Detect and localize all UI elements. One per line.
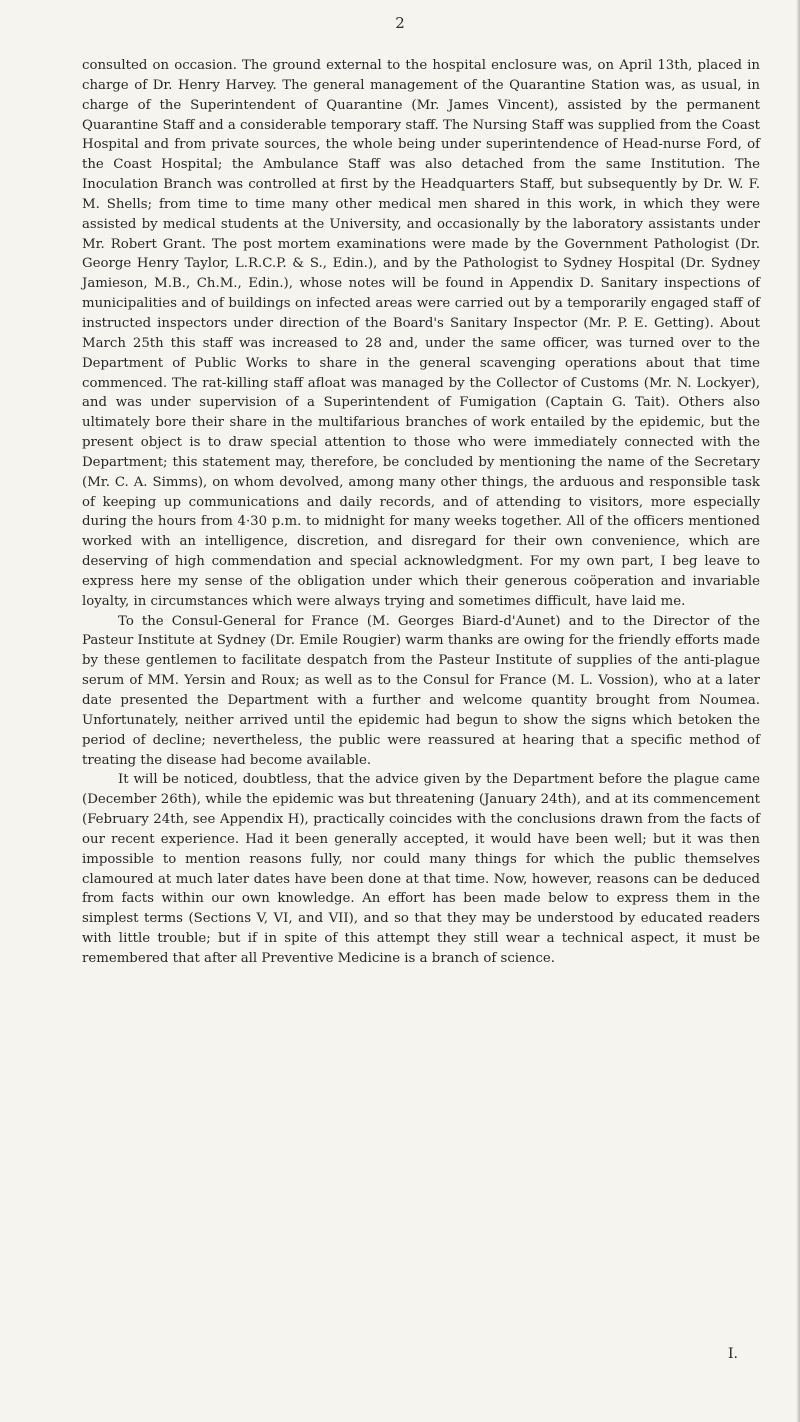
paragraph-2: To the Consul-General for France (M. Georges Biard-d'Aunet) and to the Director of the Pasteur Institute at Sydney (Dr. Emile Rougier) warm thanks are owing for the friendly efforts made by these gentlemen to facilitate despatch from the Pasteur Institute of supplies of the anti-plague serum of MM. Yersin and Roux; as well as to the Consul for France (M. L. Vossion), who at a later date presented the Department with a further and welcome quantity brought from Noumea. Unfortunately, neither arrived until the epidemic had begun to show the signs which betoken the period of decline; nevertheless, the public were reassured at hearing that a specific method of treating the disease had become available. <box>82 613 760 768</box>
page-number: 2 <box>395 14 405 32</box>
paragraph-3: It will be noticed, doubtless, that the advice given by the Department before the plague came (December 26th), while the epidemic was but threatening (January 24th), and at its commencement (February 24th, see Appendix H), practically coincides with the conclusions drawn from the facts of our recent experience. Had it been generally accepted, it would have been well; but it was then impossible to mention reasons fully, nor could many things for which the public themselves clamoured at much later dates have been done at that time. Now, however, reasons can be deduced from facts within our own knowledge. An effort has been made below to express them in the simplest terms (Sections V, VI, and VII), and so that they may be understood by educated readers with little trouble; but if in spite of this attempt they still wear a technical aspect, it must be remembered that after all Preventive Medicine is a branch of science. <box>82 772 760 966</box>
page-edge-shadow <box>796 0 800 1422</box>
catchword: I. <box>728 1346 738 1362</box>
paragraph-1: consulted on occasion. The ground external to the hospital enclosure was, on April 13th, placed in charge of Dr. Henry Harvey. The general management of the Quarantine Station was, as usual, in charge of the Superintendent of Quarantine (Mr. James Vincent), assisted by the permanent Quarantine Staff and a considerable temporary staff. The Nursing Staff was supplied from the Coast Hospital and from private sources, the whole being under superintendence of Head-nurse Ford, of the Coast Hospital; the Ambulance Staff was also detached from the same Institution. The Inoculation Branch was controlled at first by the Headquarters Staff, but subsequently by Dr. W. F. M. Shells; from time to time many other medical men shared in this work, in which they were assisted by medical students at the University, and occasionally by the laboratory assistants under Mr. Robert Grant. The post mortem examinations were made by the Government Pathologist (Dr. George Henry Taylor, L.R.C.P. & S., Edin.), and by the Pathologist to Sydney Hospital (Dr. Sydney Jamieson, M.B., Ch.M., Edin.), whose notes will be found in Appendix D. Sanitary inspections of municipalities and of buildings on infected areas were carried out by a temporarily engaged staff of instructed inspectors under direction of the Board's Sanitary Inspector (Mr. P. E. Getting). About March 25th this staff was increased to 28 and, under the same officer, was turned over to the Department of Public Works to share in the general scavenging operations about that time commenced. The rat-killing staff afloat was managed by the Collector of Customs (Mr. N. Lockyer), and was under supervision of a Superintendent of Fumigation (Captain G. Tait). Others also ultimately bore their share in the multifarious branches of work entailed by the epidemic, but the present object is to draw special attention to those who were immediately connected with the Department; this statement may, therefore, be concluded by mentioning the name of the Secretary (Mr. C. A. Simms), on whom devolved, among many other things, the arduous and responsible task of keeping up communications and daily records, and of attending to visitors, more especially during the hours from 4·30 p.m. to midnight for many weeks together. All of the officers mentioned worked with an intelligence, discretion, and disregard for their own convenience, which are deserving of high commendation and special acknowledgment. For my own part, I beg leave to express here my sense of the obligation under which their generous coöperation and invariable loyalty, in circumstances which were always trying and sometimes difficult, have laid me. <box>82 58 760 609</box>
body-text <box>82 56 760 969</box>
